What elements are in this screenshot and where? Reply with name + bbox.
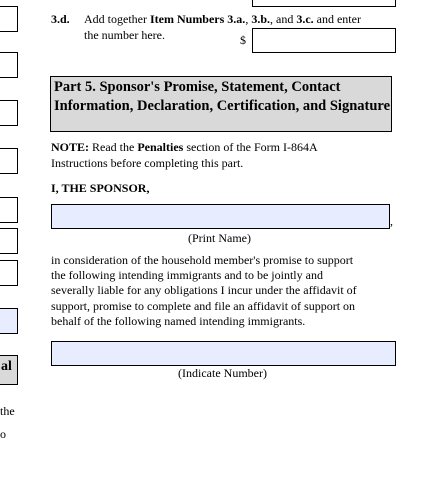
paragraph-line: severally liable for any obligations I incur under the affidavit of <box>51 283 357 298</box>
indicate-number-input[interactable] <box>51 341 396 366</box>
consideration-paragraph <box>51 253 396 329</box>
paragraph-line: in consideration of the household member's promise to support <box>51 253 354 267</box>
print-name-caption: (Print Name) <box>188 231 251 245</box>
left-column-checkbox[interactable] <box>0 148 18 174</box>
item-number: 3.d. <box>51 12 70 26</box>
paragraph-line: the following intending immigrants and to be jointly and <box>51 268 323 283</box>
left-column-checkbox[interactable] <box>0 100 18 126</box>
item-3c-field-bottom[interactable] <box>252 0 396 7</box>
left-column-checkbox[interactable] <box>0 6 18 32</box>
total-amount-input[interactable] <box>252 28 396 53</box>
left-column-text-fragment: the <box>0 404 15 418</box>
note-line2: Instructions before completing this part. <box>51 156 244 170</box>
comma: , <box>390 214 393 228</box>
left-column-heading-fragment: al <box>1 359 12 374</box>
paragraph-line: support, promise to complete and file an affidavit of support on <box>51 298 356 313</box>
sponsor-heading: I, THE SPONSOR, <box>51 181 150 195</box>
indicate-number-caption: (Indicate Number) <box>178 366 267 380</box>
paragraph-line: behalf of the following named intending immigrants. <box>51 313 306 328</box>
left-column-input[interactable] <box>0 308 18 334</box>
left-column-checkbox[interactable] <box>0 52 18 78</box>
left-column-checkbox[interactable] <box>0 197 18 223</box>
left-column-checkbox[interactable] <box>0 260 18 286</box>
part5-title: Part 5. Sponsor's Promise, Statement, Contact Information, Declaration, Certification, and Signature <box>50 76 392 132</box>
left-column-checkbox[interactable] <box>0 228 18 254</box>
note-line: NOTE: Read the Penalties section of the Form I-864A <box>51 140 318 154</box>
currency-symbol: $ <box>240 33 246 47</box>
left-column-text-fragment: o <box>0 427 6 441</box>
left-column-section-header <box>0 355 18 385</box>
item-3d-instruction-line2: the number here. <box>84 28 165 42</box>
sponsor-print-name-input[interactable] <box>51 204 390 229</box>
item-3d-instruction: Add together Item Numbers 3.a., 3.b., and 3.c. and enter <box>84 12 361 26</box>
